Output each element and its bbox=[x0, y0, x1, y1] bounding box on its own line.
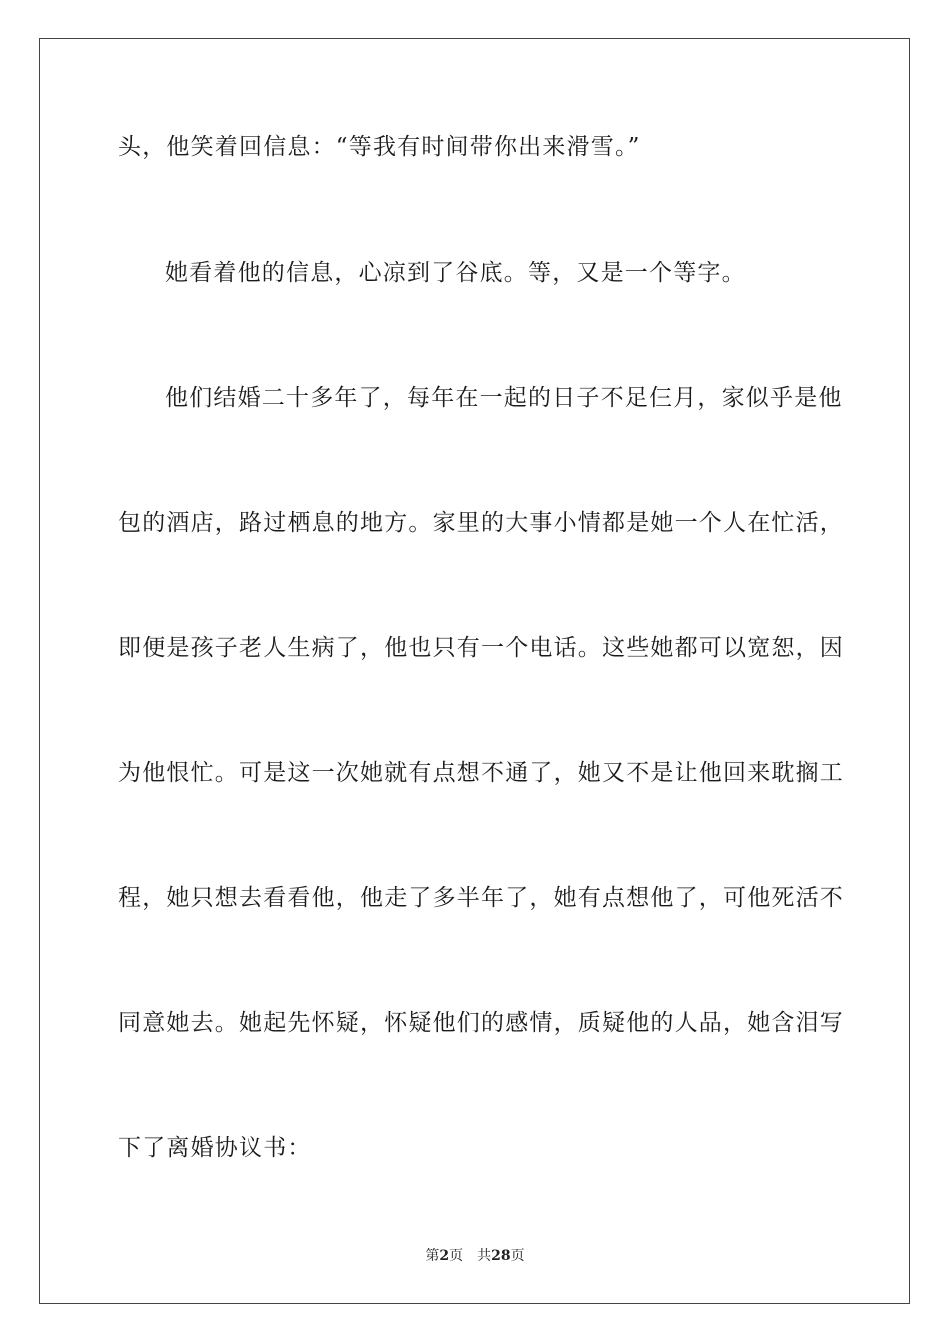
page-number: 2 bbox=[439, 1248, 450, 1264]
page-border bbox=[39, 38, 910, 1304]
text-line: 头，他笑着回信息：“等我有时间带你出来滑雪。” bbox=[118, 134, 641, 160]
page-suffix: 页 bbox=[449, 1248, 464, 1264]
text-line: 即便是孩子老人生病了，他也只有一个电话。这些她都可以宽恕，因 bbox=[118, 635, 844, 661]
page-prefix: 第 bbox=[425, 1248, 440, 1264]
text-line: 她看着他的信息，心凉到了谷底。等，又是一个等字。 bbox=[165, 260, 746, 286]
text-line: 程，她只想去看看他，他走了多半年了，她有点想他了，可他死活不 bbox=[118, 885, 844, 911]
total-prefix: 共 bbox=[477, 1248, 492, 1264]
total-suffix: 页 bbox=[510, 1248, 525, 1264]
text-line: 为他恨忙。可是这一次她就有点想不通了，她又不是让他回来耽搁工 bbox=[118, 760, 844, 786]
page-footer bbox=[0, 1246, 950, 1266]
text-line: 他们结婚二十多年了，每年在一起的日子不足仨月，家似乎是他 bbox=[165, 385, 843, 411]
text-line: 下了离婚协议书： bbox=[118, 1135, 312, 1161]
total-pages: 28 bbox=[491, 1248, 511, 1264]
text-line: 包的酒店，路过栖息的地方。家里的大事小情都是她一个人在忙活， bbox=[118, 510, 844, 536]
text-line: 同意她去。她起先怀疑，怀疑他们的感情，质疑他的人品，她含泪写 bbox=[118, 1010, 844, 1036]
